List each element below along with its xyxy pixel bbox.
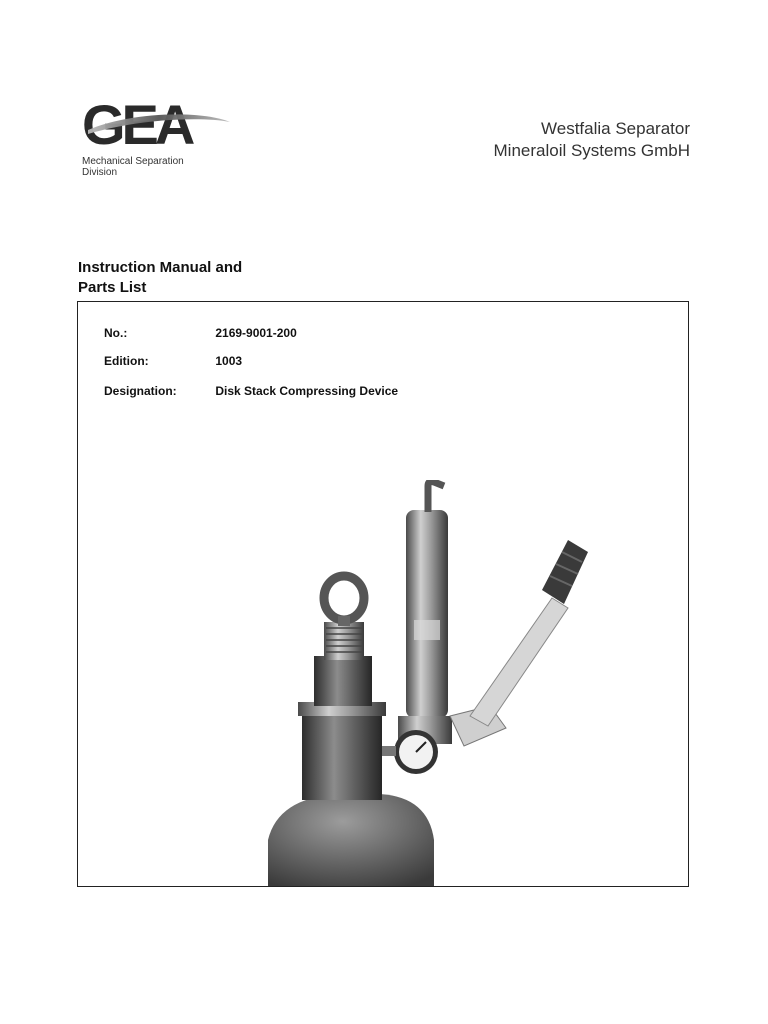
meta-row-number <box>104 326 297 340</box>
meta-label: No.: <box>104 326 128 340</box>
title-line-1: Instruction Manual and <box>78 259 243 276</box>
info-frame <box>77 301 689 887</box>
meta-value: Disk Stack Compressing Device <box>215 384 399 398</box>
company-line-2: Mineraloil Systems GmbH <box>493 141 690 160</box>
division-label <box>82 156 184 178</box>
document-title <box>78 258 242 298</box>
meta-label: Designation: <box>104 384 177 398</box>
gea-logo-icon <box>80 96 240 156</box>
title-line-2: Parts List <box>78 279 147 296</box>
meta-label: Edition: <box>104 354 149 368</box>
company-line-1: Westfalia Separator <box>541 119 690 138</box>
meta-row-edition <box>104 354 242 368</box>
svg-text:GEA: GEA <box>82 96 192 156</box>
division-line-2: Division <box>82 167 118 178</box>
company-name <box>494 118 691 162</box>
division-line-1: Mechanical Separation <box>82 156 184 167</box>
meta-value: 1003 <box>215 354 243 368</box>
meta-row-designation <box>104 384 398 398</box>
meta-value: 2169-9001-200 <box>215 326 297 340</box>
compressing-device-photo <box>258 480 608 886</box>
